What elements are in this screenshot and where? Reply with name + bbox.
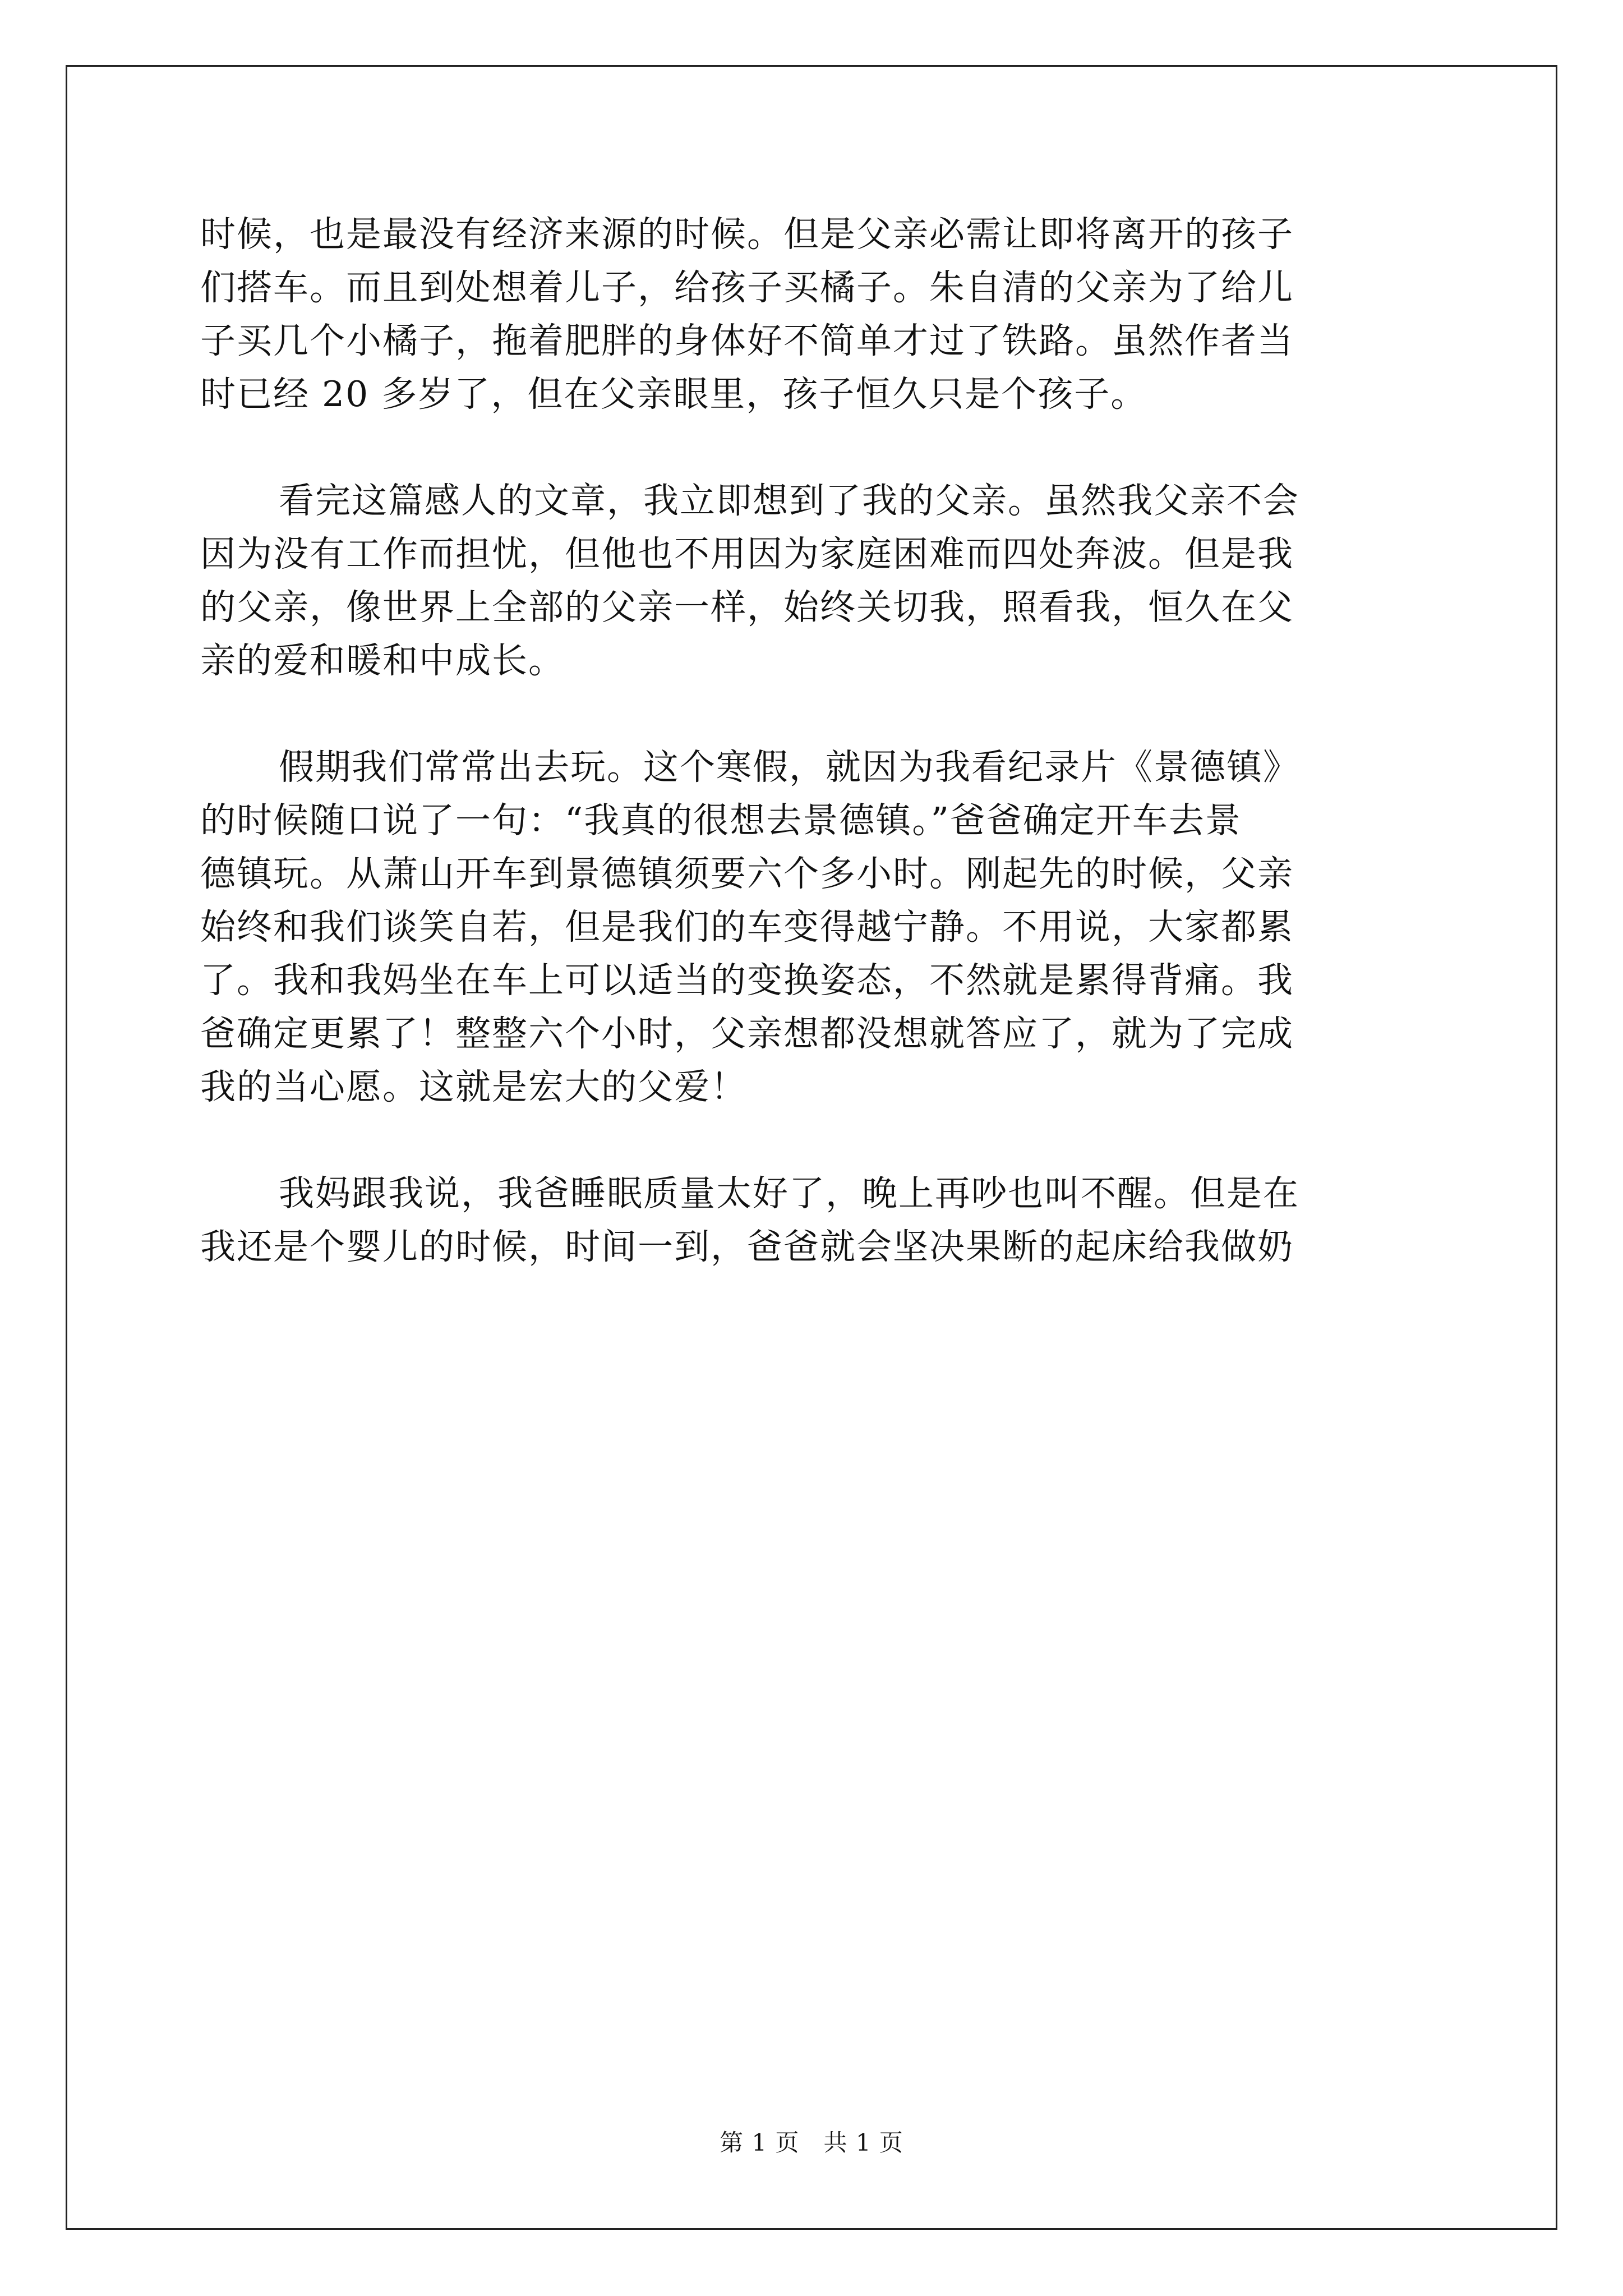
- text-line: 时已经 20 多岁了，但在父亲眼里，孩子恒久只是个孩子。: [200, 374, 1147, 415]
- paragraph-gap: [200, 421, 1434, 474]
- text-line: 德镇玩。从萧山开车到景德镇须要六个多小时。刚起先的时候，父亲: [200, 853, 1294, 894]
- text-line: 因为没有工作而担忧，但他也不用因为家庭困难而四处奔波。但是我: [200, 533, 1294, 574]
- text-line: 我还是个婴儿的时候，时间一到，爸爸就会坚决果断的起床给我做奶: [200, 1226, 1294, 1267]
- document-body: [200, 208, 1434, 1273]
- text-line: 时候，也是最没有经济来源的时候。但是父亲必需让即将离开的孩子: [200, 214, 1294, 255]
- text-line: 爸确定更累了！整整六个小时，父亲想都没想就答应了，就为了完成: [200, 1013, 1294, 1054]
- text-line: 的父亲，像世界上全部的父亲一样，始终关切我，照看我，恒久在父: [200, 587, 1294, 628]
- text-line: 了。我和我妈坐在车上可以适当的变换姿态，不然就是累得背痛。我: [200, 960, 1294, 1001]
- paragraph: [200, 474, 1434, 687]
- text-line: 亲的爱和暖和中成长。: [200, 640, 565, 681]
- text-line: 假期我们常常出去玩。这个寒假，就因为我看纪录片《景德镇》: [279, 747, 1299, 788]
- page-footer: 第 1 页 共 1 页: [720, 2129, 903, 2156]
- text-line: 始终和我们谈笑自若，但是我们的车变得越宁静。不用说，大家都累: [200, 907, 1294, 947]
- text-line: 看完这篇感人的文章，我立即想到了我的父亲。虽然我父亲不会: [279, 480, 1299, 521]
- paragraph: [200, 740, 1434, 1114]
- paragraph: [200, 208, 1434, 421]
- text-line: 的时候随口说了一句：“我真的很想去景德镇。”爸爸确定开车去景: [200, 800, 1242, 841]
- paragraph-gap: [200, 1114, 1434, 1167]
- text-line: 我妈跟我说，我爸睡眠质量太好了，晚上再吵也叫不醒。但是在: [279, 1173, 1299, 1214]
- text-line: 子买几个小橘子，拖着肥胖的身体好不简单才过了铁路。虽然作者当: [200, 320, 1294, 361]
- paragraph: [200, 1167, 1434, 1273]
- paragraph-gap: [200, 687, 1434, 740]
- text-line: 们搭车。而且到处想着儿子，给孩子买橘子。朱自清的父亲为了给儿: [200, 267, 1294, 308]
- text-line: 我的当心愿。这就是宏大的父爱！: [200, 1066, 747, 1107]
